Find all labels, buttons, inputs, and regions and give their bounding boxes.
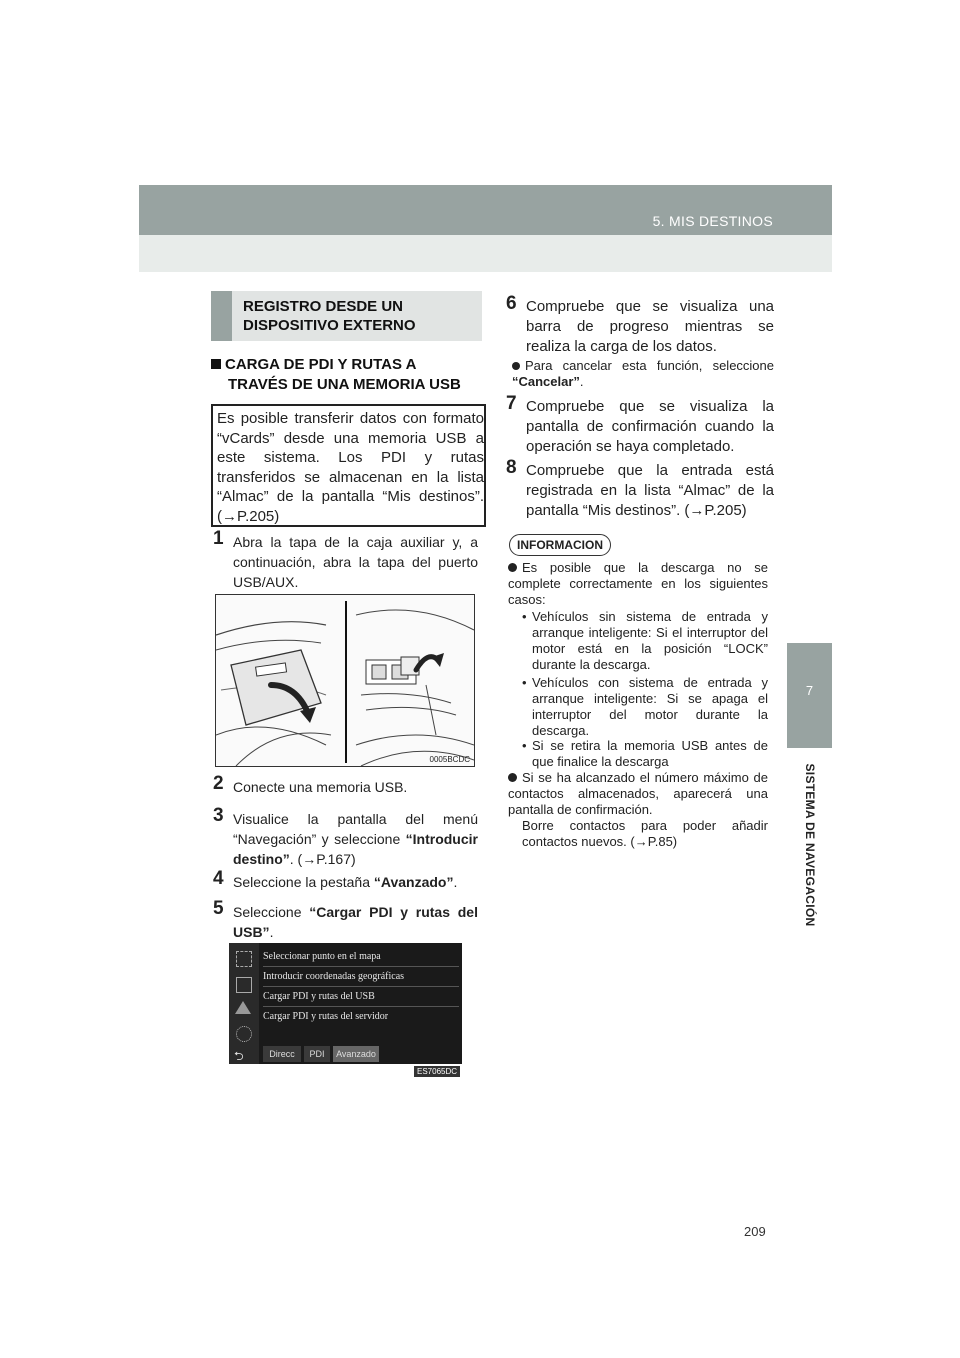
tab-avanzado[interactable]: Avanzado <box>333 1046 379 1062</box>
section-title-line1: REGISTRO DESDE UN <box>243 298 404 315</box>
header-subbar <box>139 235 832 272</box>
screen-sidebar <box>229 943 259 1064</box>
navigation-screen <box>229 943 462 1064</box>
section-header <box>211 291 482 341</box>
page-number: 209 <box>744 1224 766 1239</box>
section-title-line2: DISPOSITIVO EXTERNO <box>243 317 416 334</box>
info-sub-3: • Si se retira la memoria USB antes de que finalice la descarga <box>522 738 768 769</box>
menu-item-coordinates[interactable]: Introducir coordenadas geográficas <box>263 966 459 986</box>
info-item-1: Es posible que la descarga no se complete correctamente en los siguientes casos: <box>508 560 768 607</box>
figure2-code: ES7065DC <box>414 1066 460 1077</box>
info-badge: INFORMACION <box>509 534 611 556</box>
info-sub-2: • Vehículos con sistema de entrada y arranque inteligente: Si se apaga el interruptor del motor durante la descarga. <box>522 675 768 738</box>
map-grid-icon <box>236 951 252 967</box>
chapter-title: 5. MIS DESTINOS <box>652 213 773 229</box>
step-4: 4 Seleccione la pestaña “Avanzado”. <box>213 868 458 890</box>
address-icon <box>236 977 252 993</box>
step-8: 8 Compruebe que la entrada está registrada en la lista “Almac” de la pantalla “Mis destinos”. (→P.205) <box>506 457 774 519</box>
chapter-tab-number: 7 <box>805 683 814 698</box>
settings-icon <box>236 1026 252 1042</box>
menu-item-select-map[interactable]: Seleccionar punto en el mapa <box>263 951 381 962</box>
step-1: 1 Abra la tapa de la caja auxiliar y, a continuación, abra la tapa del puerto USB/AUX. <box>213 528 478 590</box>
info-sub-1: • Vehículos sin sistema de entrada y arranque inteligente: Si el interruptor del motor está en la posición “LOCK” durante la descarga. <box>522 609 768 672</box>
info-item-2: Si se ha alcanzado el número máximo de contactos almacenados, aparecerá una pantalla de confirmación. <box>508 770 768 817</box>
step-7: 7 Compruebe que se visualiza la pantalla de confirmación cuando la operación se haya completado. <box>506 393 774 455</box>
info-item-2b: Borre contactos para poder añadir contactos nuevos. (→P.85) <box>522 818 768 849</box>
subsection-heading: CARGA DE PDI Y RUTAS A TRAVÉS DE UNA MEMORIA USB <box>211 355 482 395</box>
menu-item-load-server[interactable]: Cargar PDI y rutas del servidor <box>263 1006 459 1026</box>
intro-box: Es posible transferir datos con formato “vCards” desde una memoria USB a este sistema. Los PDI y rutas transferidos se almacenan en la lista “Almac” de la pantalla “Mis destinos”. (→P.205) <box>211 404 486 527</box>
back-icon[interactable]: ⮌ <box>234 1049 244 1063</box>
cancel-note: Para cancelar esta función, seleccione “Cancelar”. <box>512 358 774 389</box>
chapter-tab-label: SISTEMA DE NAVEGACIÓN <box>803 763 817 927</box>
step-3: 3 Visualice la pantalla del menú “Navegación” y seleccione “Introducir destino”. (→P.167) <box>213 805 478 867</box>
figure1-code: 0005BCDC <box>429 755 470 764</box>
tab-direcc[interactable]: Direcc <box>263 1046 301 1062</box>
step-5: 5 Seleccione “Cargar PDI y rutas del USB”. <box>213 898 478 940</box>
step-6: 6 Compruebe que se visualiza una barra de progreso mientras se realiza la carga de los datos. <box>506 293 774 355</box>
menu-item-load-usb[interactable]: Cargar PDI y rutas del USB <box>263 986 459 1006</box>
tab-pdi[interactable]: PDI <box>304 1046 330 1062</box>
console-photo <box>215 594 475 767</box>
poi-icon <box>235 1001 251 1014</box>
step-2: 2 Conecte una memoria USB. <box>213 773 408 795</box>
